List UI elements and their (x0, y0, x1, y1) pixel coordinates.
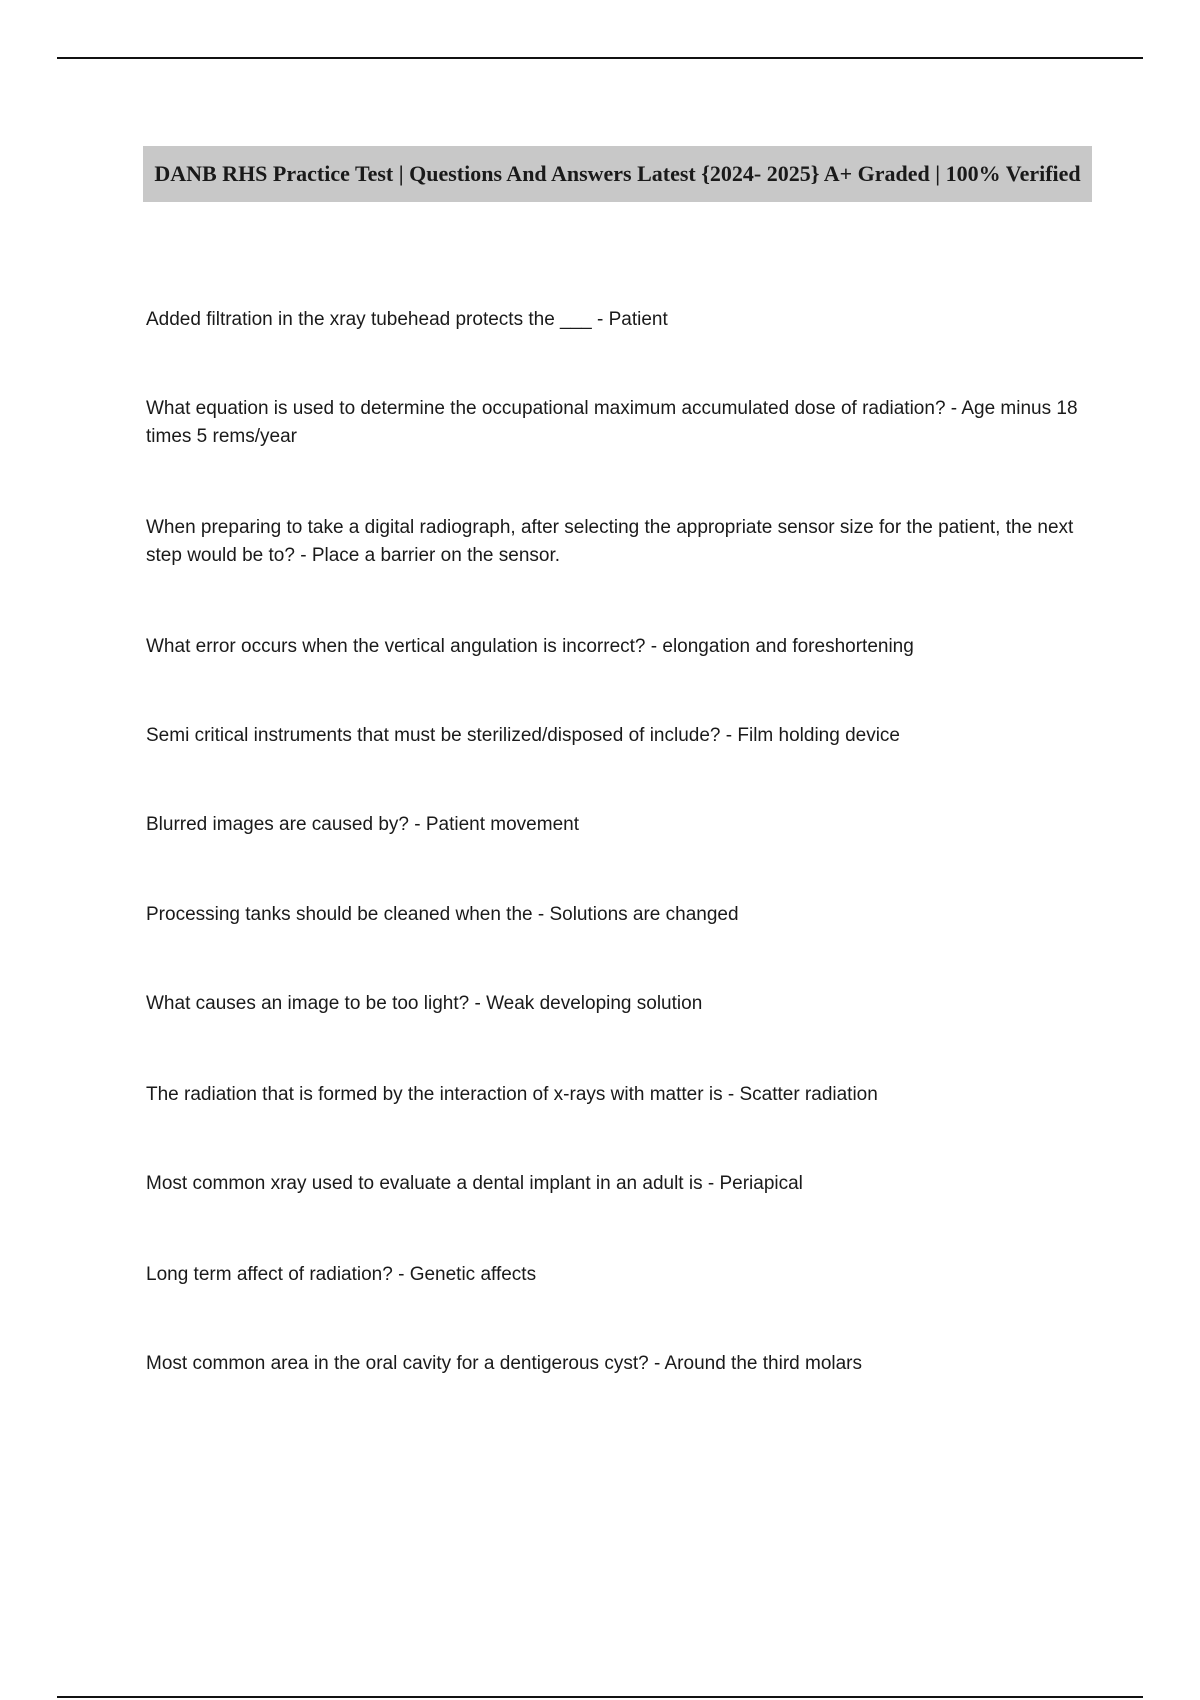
qa-item-1: Added filtration in the xray tubehead protects the ___ - Patient (146, 309, 668, 330)
title-banner (143, 146, 1092, 202)
document-title: DANB RHS Practice Test | Questions And Answers Latest {2024- 2025} A+ Graded | 100% Verified (154, 161, 1081, 186)
qa-item-12: Most common area in the oral cavity for a dentigerous cyst? - Around the third molars (146, 1353, 862, 1374)
top-rule (57, 57, 1143, 59)
qa-item-8: What causes an image to be too light? - Weak developing solution (146, 993, 703, 1014)
qa-item-6: Blurred images are caused by? - Patient movement (146, 814, 579, 835)
qa-item-4: What error occurs when the vertical angulation is incorrect? - elongation and foreshortening (146, 636, 914, 657)
qa-item-11: Long term affect of radiation? - Genetic affects (146, 1264, 537, 1285)
bottom-rule (57, 1696, 1143, 1698)
qa-item-5: Semi critical instruments that must be sterilized/disposed of include? - Film holding device (146, 725, 900, 746)
qa-item-3: When preparing to take a digital radiograph, after selecting the appropriate sensor size for the patient, the next step would be to? - Place a barrier on the sensor. (146, 517, 1074, 566)
qa-item-10: Most common xray used to evaluate a dental implant in an adult is - Periapical (146, 1173, 803, 1194)
qa-item-7: Processing tanks should be cleaned when the - Solutions are changed (146, 904, 739, 925)
qa-item-2: What equation is used to determine the occupational maximum accumulated dose of radiation? - Age minus 18 times 5 rems/year (146, 398, 1078, 447)
qa-item-9: The radiation that is formed by the interaction of x-rays with matter is - Scatter radiation (146, 1084, 878, 1105)
